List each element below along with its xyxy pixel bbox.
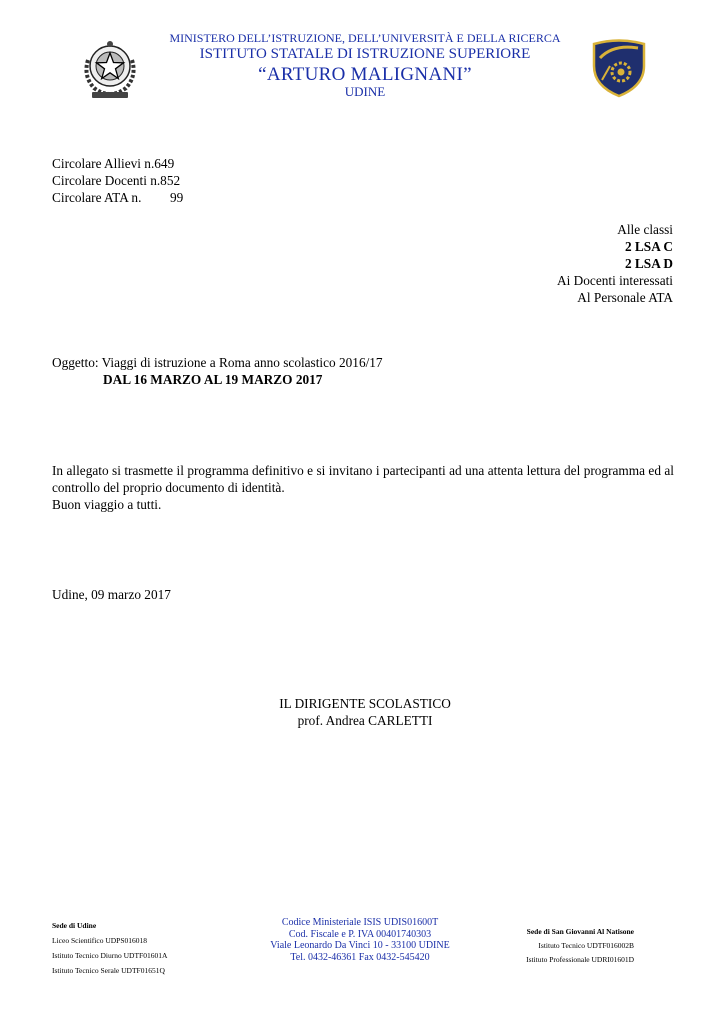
subject-dates: DAL 16 MARZO AL 19 MARZO 2017 — [103, 372, 323, 387]
recipient-class-c: 2 LSA C — [624, 239, 673, 254]
circular-students: Circolare Allievi n.649 — [52, 156, 175, 171]
ministry-heading: MINISTERO DELL’ISTRUZIONE, DELL’UNIVERSITÀ E DELLA RICERCA — [169, 31, 561, 45]
circular-ata: Circolare ATA n. 99 — [52, 190, 184, 205]
institute-heading: ISTITUTO STATALE DI ISTRUZIONE SUPERIORE — [199, 46, 531, 62]
footer-left-title: Sede di Udine — [52, 921, 97, 930]
signature-block — [200, 695, 530, 729]
circular-references — [52, 155, 184, 206]
footer-left-line: Istituto Tecnico Diurno UDTF01601A — [52, 951, 168, 960]
message-paragraph: In allegato si trasmette il programma definitivo e si invitano i partecipanti ad una attenta lettura del programma ed al controllo del proprio documento di identità. — [52, 463, 674, 495]
footer-center-line: Cod. Fiscale e P. IVA 00401740303 — [288, 928, 432, 940]
footer-center-line: Viale Leonardo Da Vinci 10 - 33100 UDINE — [270, 940, 450, 951]
recipient-line: Alle classi — [617, 222, 673, 237]
footer-center — [230, 917, 490, 963]
recipient-class-d: 2 LSA D — [624, 256, 673, 271]
subject-block — [52, 354, 383, 388]
footer-center-line: Tel. 0432-46361 Fax 0432-545420 — [290, 951, 430, 963]
circular-ata-number: 99 — [170, 190, 184, 205]
circular-teachers: Circolare Docenti n.852 — [52, 173, 181, 188]
footer-left — [52, 918, 167, 978]
message-closing: Buon viaggio a tutti. — [52, 497, 162, 512]
recipient-line: Al Personale ATA — [577, 290, 673, 305]
footer-left-line: Istituto Tecnico Serale UDTF01651Q — [52, 966, 165, 975]
recipients-block — [557, 221, 673, 306]
subject-line: Oggetto: Viaggi di istruzione a Roma anno scolastico 2016/17 — [52, 355, 383, 370]
footer-center-line: Codice Ministeriale ISIS UDIS01600T — [281, 917, 439, 928]
footer-right-line: Istituto Professionale UDRI01601D — [526, 955, 634, 964]
city-heading: UDINE — [344, 84, 386, 99]
footer-right — [510, 925, 634, 967]
signature-name: prof. Andrea CARLETTI — [297, 713, 433, 728]
footer-left-line: Liceo Scientifico UDPS016018 — [52, 936, 147, 945]
message-body — [52, 462, 674, 513]
school-name-heading: “ARTURO MALIGNANI” — [258, 64, 472, 85]
date-line: Udine, 09 marzo 2017 — [52, 587, 171, 602]
footer-right-title: Sede di San Giovanni Al Natisone — [526, 927, 634, 936]
signature-role: IL DIRIGENTE SCOLASTICO — [279, 696, 451, 711]
recipient-line: Ai Docenti interessati — [557, 273, 673, 288]
footer-right-line: Istituto Tecnico UDTF016002B — [538, 941, 634, 950]
